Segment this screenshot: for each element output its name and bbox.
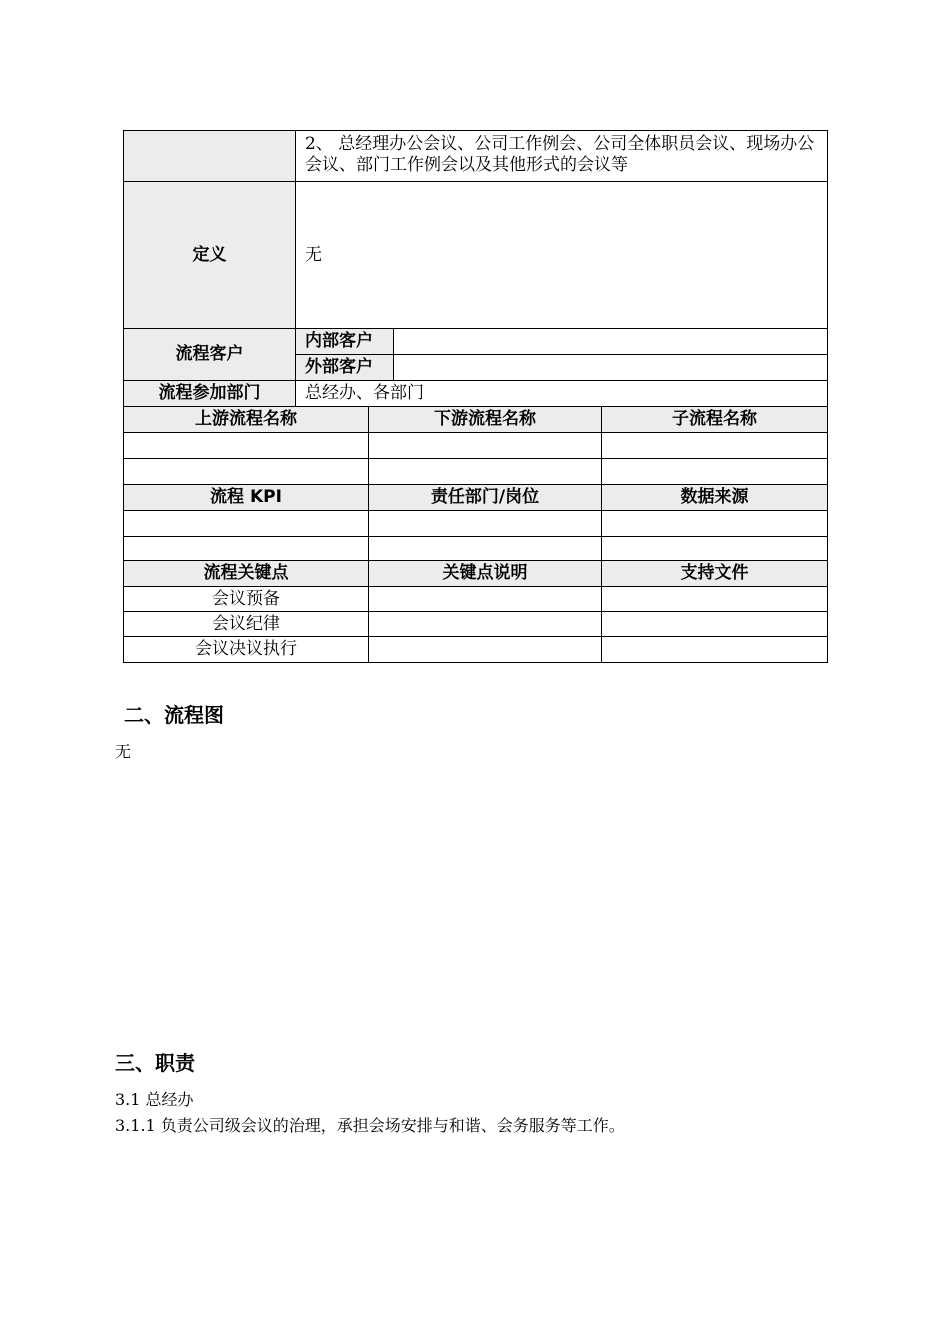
definition-value: 无 [305, 244, 322, 265]
table-cell [368, 586, 602, 612]
keypoint-header-description [368, 560, 602, 587]
flow-header-downstream-text: 下游流程名称 [434, 409, 536, 429]
external-customer-value-cell [393, 354, 828, 381]
table-cell [123, 458, 369, 485]
table-cell [368, 611, 602, 637]
table-cell [601, 510, 828, 537]
kpi-header-kpi-text: 流程 KPI [210, 487, 282, 507]
keypoint-header-description-text: 关键点说明 [442, 563, 528, 583]
table-cell [368, 510, 602, 537]
keypoint-header-point-text: 流程关键点 [203, 563, 289, 583]
table-cell [368, 432, 602, 459]
departments-label-cell [123, 380, 296, 407]
internal-customer-value-cell [393, 328, 828, 355]
customer-label: 流程客户 [175, 344, 244, 364]
departments-value: 总经办、各部门 [305, 383, 424, 403]
kpi-header-responsible [368, 484, 602, 511]
flow-header-upstream-text: 上游流程名称 [195, 409, 297, 429]
table-cell [601, 586, 828, 612]
table-cell [368, 458, 602, 485]
table-cell [601, 636, 828, 663]
table-cell [123, 636, 369, 663]
scope-label-cell [123, 130, 296, 182]
keypoint-header-files-text: 支持文件 [680, 563, 749, 583]
table-cell [123, 536, 369, 561]
kpi-header-responsible-text: 责任部门/岗位 [430, 487, 540, 507]
flow-header-upstream [123, 406, 369, 433]
kpi-header-source [601, 484, 828, 511]
section2-title: 二、流程图 [124, 703, 224, 727]
table-cell [123, 510, 369, 537]
definition-label-cell [123, 181, 296, 329]
table-cell [368, 636, 602, 663]
table-cell [368, 536, 602, 561]
table-cell [123, 432, 369, 459]
definition-value-cell [295, 181, 828, 329]
table-cell [123, 611, 369, 637]
flow-header-downstream [368, 406, 602, 433]
external-customer-label-cell [295, 354, 394, 381]
section2-body: 无 [115, 742, 132, 761]
scope-text: 2、 总经理办公会议、公司工作例会、公司全体职员会议、现场办公会议、部门工作例会以及其他形式的会议等 [305, 134, 815, 175]
scope-value-cell [295, 130, 828, 182]
cell-text: 会议决议执行 [195, 639, 297, 659]
internal-customer-label-cell [295, 328, 394, 355]
keypoint-header-files [601, 560, 828, 587]
table-cell [601, 458, 828, 485]
table-cell [601, 611, 828, 637]
section3-item: 3.1.1 负责公司级会议的治理，承担会场安排与和谐、会务服务等工作。 [115, 1116, 625, 1135]
definition-label: 定义 [192, 244, 227, 265]
cell-text: 会议预备 [212, 588, 280, 609]
kpi-header-source-text: 数据来源 [680, 487, 749, 507]
flow-header-subprocess-text: 子流程名称 [672, 409, 757, 429]
cell-text: 会议纪律 [212, 613, 280, 634]
kpi-header-kpi [123, 484, 369, 511]
keypoint-header-point [123, 560, 369, 587]
departments-label: 流程参加部门 [158, 383, 261, 403]
table-cell [601, 432, 828, 459]
customer-label-cell [123, 328, 296, 381]
external-customer-label: 外部客户 [305, 357, 373, 377]
section3-item: 3.1 总经办 [115, 1090, 194, 1109]
flow-header-subprocess [601, 406, 828, 433]
table-cell [123, 586, 369, 612]
table-cell [601, 536, 828, 561]
internal-customer-label: 内部客户 [305, 331, 373, 351]
section3-title: 三、职责 [115, 1051, 195, 1075]
departments-value-cell [295, 380, 828, 407]
